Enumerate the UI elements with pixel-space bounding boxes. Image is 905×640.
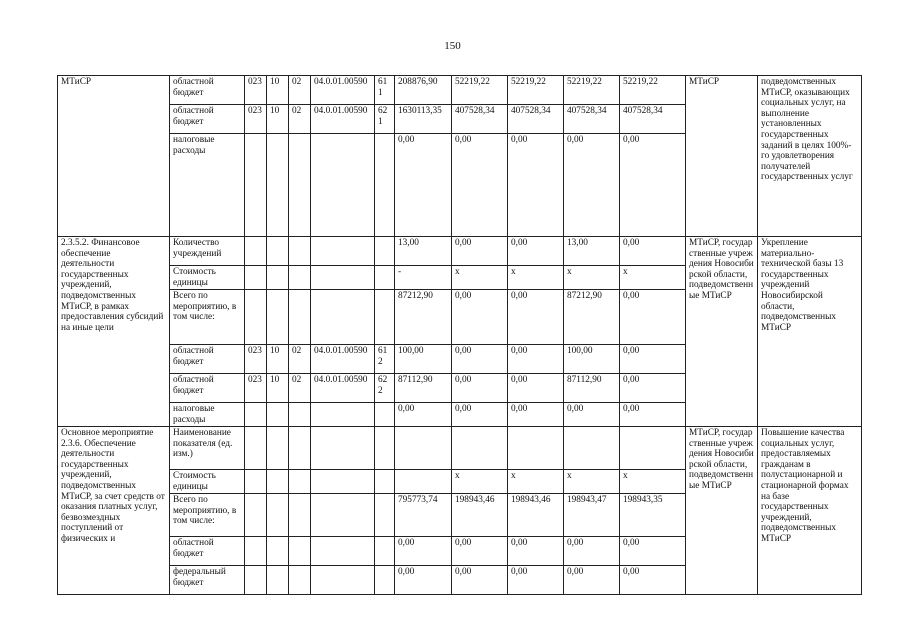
year4-value-cell: 0,00 bbox=[620, 537, 686, 566]
code-target-cell bbox=[311, 266, 375, 290]
code-type-cell bbox=[375, 266, 395, 290]
year1-value-cell: 0,00 bbox=[452, 537, 508, 566]
program-table bbox=[57, 75, 862, 595]
indicator-cell: налоговые расходы bbox=[170, 134, 245, 237]
code-type-cell bbox=[375, 427, 395, 470]
code-subsection-cell: 02 bbox=[289, 105, 311, 134]
year4-value-cell: х bbox=[620, 470, 686, 494]
code-subsection-cell bbox=[289, 470, 311, 494]
table-row bbox=[58, 427, 862, 470]
year3-value-cell: 0,00 bbox=[564, 134, 620, 237]
code-grbs-cell: 023 bbox=[245, 345, 267, 374]
code-grbs-cell bbox=[245, 427, 267, 470]
code-type-cell: 611 bbox=[375, 76, 395, 105]
code-subsection-cell: 02 bbox=[289, 345, 311, 374]
code-section-cell bbox=[267, 566, 289, 595]
page-number: 150 bbox=[444, 40, 461, 52]
code-grbs-cell bbox=[245, 134, 267, 237]
total-value-cell: - bbox=[395, 266, 452, 290]
expected-result-cell: Повышение качества социальных услуг, предоставляемых гражданам в полустационарной и стационарной формах на базе государственных учреждений, подведомственных МТиСР bbox=[758, 427, 862, 595]
year3-value-cell: 0,00 bbox=[564, 403, 620, 427]
code-grbs-cell bbox=[245, 537, 267, 566]
indicator-cell: Количество учреждений bbox=[170, 237, 245, 266]
year2-value-cell: х bbox=[508, 470, 564, 494]
code-grbs-cell bbox=[245, 494, 267, 537]
total-value-cell: 1630113,35 bbox=[395, 105, 452, 134]
year4-value-cell: 0,00 bbox=[620, 345, 686, 374]
code-subsection-cell bbox=[289, 134, 311, 237]
indicator-cell: Всего по мероприятию, в том числе: bbox=[170, 494, 245, 537]
code-grbs-cell bbox=[245, 237, 267, 266]
code-section-cell: 10 bbox=[267, 374, 289, 403]
code-subsection-cell bbox=[289, 290, 311, 345]
year2-value-cell: 52219,22 bbox=[508, 76, 564, 105]
program-activity-cell: МТиСР bbox=[58, 76, 170, 237]
code-type-cell bbox=[375, 237, 395, 266]
year2-value-cell: 0,00 bbox=[508, 374, 564, 403]
code-target-cell bbox=[311, 537, 375, 566]
code-grbs-cell bbox=[245, 290, 267, 345]
table-row bbox=[58, 237, 862, 266]
total-value-cell: 0,00 bbox=[395, 403, 452, 427]
total-value-cell: 100,00 bbox=[395, 345, 452, 374]
year2-value-cell: 407528,34 bbox=[508, 105, 564, 134]
total-value-cell: 795773,74 bbox=[395, 494, 452, 537]
code-type-cell bbox=[375, 494, 395, 537]
year3-value-cell bbox=[564, 427, 620, 470]
code-section-cell bbox=[267, 427, 289, 470]
code-grbs-cell bbox=[245, 566, 267, 595]
expected-result-cell: Укрепление материально-технической базы 13 государственных учреждений Новосибирской области, подведомственных МТиСР bbox=[758, 237, 862, 427]
year4-value-cell: 0,00 bbox=[620, 403, 686, 427]
indicator-cell: областной бюджет bbox=[170, 374, 245, 403]
year1-value-cell: 0,00 bbox=[452, 134, 508, 237]
year2-value-cell: 0,00 bbox=[508, 537, 564, 566]
table-row bbox=[58, 76, 862, 105]
year4-value-cell: х bbox=[620, 266, 686, 290]
indicator-cell: Стоимость единицы bbox=[170, 470, 245, 494]
total-value-cell: 0,00 bbox=[395, 537, 452, 566]
code-target-cell: 04.0.01.00590 bbox=[311, 345, 375, 374]
year3-value-cell: х bbox=[564, 470, 620, 494]
code-section-cell: 10 bbox=[267, 76, 289, 105]
year3-value-cell: 0,00 bbox=[564, 537, 620, 566]
code-subsection-cell bbox=[289, 566, 311, 595]
year1-value-cell: 407528,34 bbox=[452, 105, 508, 134]
code-grbs-cell bbox=[245, 470, 267, 494]
code-subsection-cell bbox=[289, 403, 311, 427]
year4-value-cell: 198943,35 bbox=[620, 494, 686, 537]
total-value-cell: 0,00 bbox=[395, 134, 452, 237]
code-section-cell bbox=[267, 266, 289, 290]
year1-value-cell: х bbox=[452, 470, 508, 494]
code-grbs-cell: 023 bbox=[245, 105, 267, 134]
year2-value-cell: 0,00 bbox=[508, 134, 564, 237]
code-target-cell: 04.0.01.00590 bbox=[311, 374, 375, 403]
code-target-cell bbox=[311, 494, 375, 537]
year2-value-cell bbox=[508, 427, 564, 470]
code-target-cell: 04.0.01.00590 bbox=[311, 76, 375, 105]
code-type-cell bbox=[375, 537, 395, 566]
year2-value-cell: 0,00 bbox=[508, 237, 564, 266]
indicator-cell: Наименование показателя (ед. изм.) bbox=[170, 427, 245, 470]
year2-value-cell: 198943,46 bbox=[508, 494, 564, 537]
indicator-cell: налоговые расходы bbox=[170, 403, 245, 427]
year1-value-cell: 0,00 bbox=[452, 345, 508, 374]
code-section-cell: 10 bbox=[267, 105, 289, 134]
code-section-cell bbox=[267, 403, 289, 427]
total-value-cell: 87212,90 bbox=[395, 290, 452, 345]
total-value-cell: 13,00 bbox=[395, 237, 452, 266]
code-type-cell bbox=[375, 403, 395, 427]
year3-value-cell: 0,00 bbox=[564, 566, 620, 595]
year4-value-cell: 0,00 bbox=[620, 237, 686, 266]
code-subsection-cell bbox=[289, 494, 311, 537]
code-target-cell bbox=[311, 470, 375, 494]
year2-value-cell: 0,00 bbox=[508, 566, 564, 595]
year1-value-cell: 198943,46 bbox=[452, 494, 508, 537]
code-target-cell bbox=[311, 403, 375, 427]
code-grbs-cell: 023 bbox=[245, 374, 267, 403]
code-section-cell bbox=[267, 134, 289, 237]
code-target-cell: 04.0.01.00590 bbox=[311, 105, 375, 134]
total-value-cell: 87112,90 bbox=[395, 374, 452, 403]
code-section-cell bbox=[267, 290, 289, 345]
code-grbs-cell: 023 bbox=[245, 76, 267, 105]
code-type-cell bbox=[375, 470, 395, 494]
indicator-cell: Всего по мероприятию, в том числе: bbox=[170, 290, 245, 345]
year3-value-cell: 13,00 bbox=[564, 237, 620, 266]
year4-value-cell: 0,00 bbox=[620, 134, 686, 237]
code-subsection-cell bbox=[289, 427, 311, 470]
indicator-cell: областной бюджет bbox=[170, 76, 245, 105]
indicator-cell: областной бюджет bbox=[170, 537, 245, 566]
total-value-cell: 0,00 bbox=[395, 566, 452, 595]
code-type-cell bbox=[375, 566, 395, 595]
year2-value-cell: х bbox=[508, 266, 564, 290]
year1-value-cell: 0,00 bbox=[452, 403, 508, 427]
code-target-cell bbox=[311, 427, 375, 470]
year2-value-cell: 0,00 bbox=[508, 403, 564, 427]
code-target-cell bbox=[311, 566, 375, 595]
year1-value-cell: 0,00 bbox=[452, 290, 508, 345]
year3-value-cell: 100,00 bbox=[564, 345, 620, 374]
year1-value-cell bbox=[452, 427, 508, 470]
indicator-cell: Стоимость единицы bbox=[170, 266, 245, 290]
program-activity-cell: Основное мероприятие 2.3.6. Обеспечение деятельности государственных учреждений, подведомственных МТиСР, за счет средств от оказания платных услуг, безвозмездных поступлений от физических и bbox=[58, 427, 170, 595]
code-section-cell bbox=[267, 237, 289, 266]
year3-value-cell: х bbox=[564, 266, 620, 290]
year4-value-cell: 0,00 bbox=[620, 290, 686, 345]
year4-value-cell: 407528,34 bbox=[620, 105, 686, 134]
code-target-cell bbox=[311, 290, 375, 345]
year3-value-cell: 52219,22 bbox=[564, 76, 620, 105]
executor-cell: МТиСР, государственные учреждения Новосибирской области, подведомственные МТиСР bbox=[686, 427, 758, 595]
code-subsection-cell bbox=[289, 237, 311, 266]
code-type-cell: 622 bbox=[375, 374, 395, 403]
code-type-cell bbox=[375, 290, 395, 345]
year2-value-cell: 0,00 bbox=[508, 345, 564, 374]
year3-value-cell: 87212,90 bbox=[564, 290, 620, 345]
code-type-cell bbox=[375, 134, 395, 237]
year3-value-cell: 407528,34 bbox=[564, 105, 620, 134]
code-target-cell bbox=[311, 134, 375, 237]
code-type-cell: 621 bbox=[375, 105, 395, 134]
code-grbs-cell bbox=[245, 266, 267, 290]
total-value-cell bbox=[395, 427, 452, 470]
year1-value-cell: х bbox=[452, 266, 508, 290]
code-section-cell bbox=[267, 537, 289, 566]
code-section-cell bbox=[267, 470, 289, 494]
year2-value-cell: 0,00 bbox=[508, 290, 564, 345]
code-type-cell: 612 bbox=[375, 345, 395, 374]
code-section-cell bbox=[267, 494, 289, 537]
indicator-cell: областной бюджет bbox=[170, 105, 245, 134]
year1-value-cell: 0,00 bbox=[452, 566, 508, 595]
code-subsection-cell: 02 bbox=[289, 374, 311, 403]
code-subsection-cell: 02 bbox=[289, 76, 311, 105]
executor-cell: МТиСР, государственные учреждения Новосибирской области, подведомственные МТиСР bbox=[686, 237, 758, 427]
year4-value-cell bbox=[620, 427, 686, 470]
executor-cell: МТиСР bbox=[686, 76, 758, 237]
indicator-cell: федеральный бюджет bbox=[170, 566, 245, 595]
total-value-cell bbox=[395, 470, 452, 494]
code-subsection-cell bbox=[289, 266, 311, 290]
program-activity-cell: 2.3.5.2. Финансовое обеспечение деятельности государственных учреждений, подведомственных МТиСР, в рамках предоставления субсидий на иные цели bbox=[58, 237, 170, 427]
code-section-cell: 10 bbox=[267, 345, 289, 374]
year3-value-cell: 87112,90 bbox=[564, 374, 620, 403]
year4-value-cell: 0,00 bbox=[620, 566, 686, 595]
year1-value-cell: 0,00 bbox=[452, 374, 508, 403]
expected-result-cell: подведомственных МТиСР, оказывающих социальных услуг, на выполнение установленных государственных заданий в целях 100%-го удовлетворения получателей государственных услуг bbox=[758, 76, 862, 237]
code-subsection-cell bbox=[289, 537, 311, 566]
year1-value-cell: 52219,22 bbox=[452, 76, 508, 105]
year1-value-cell: 0,00 bbox=[452, 237, 508, 266]
year3-value-cell: 198943,47 bbox=[564, 494, 620, 537]
indicator-cell: областной бюджет bbox=[170, 345, 245, 374]
year4-value-cell: 52219,22 bbox=[620, 76, 686, 105]
code-grbs-cell bbox=[245, 403, 267, 427]
year4-value-cell: 0,00 bbox=[620, 374, 686, 403]
total-value-cell: 208876,90 bbox=[395, 76, 452, 105]
code-target-cell bbox=[311, 237, 375, 266]
